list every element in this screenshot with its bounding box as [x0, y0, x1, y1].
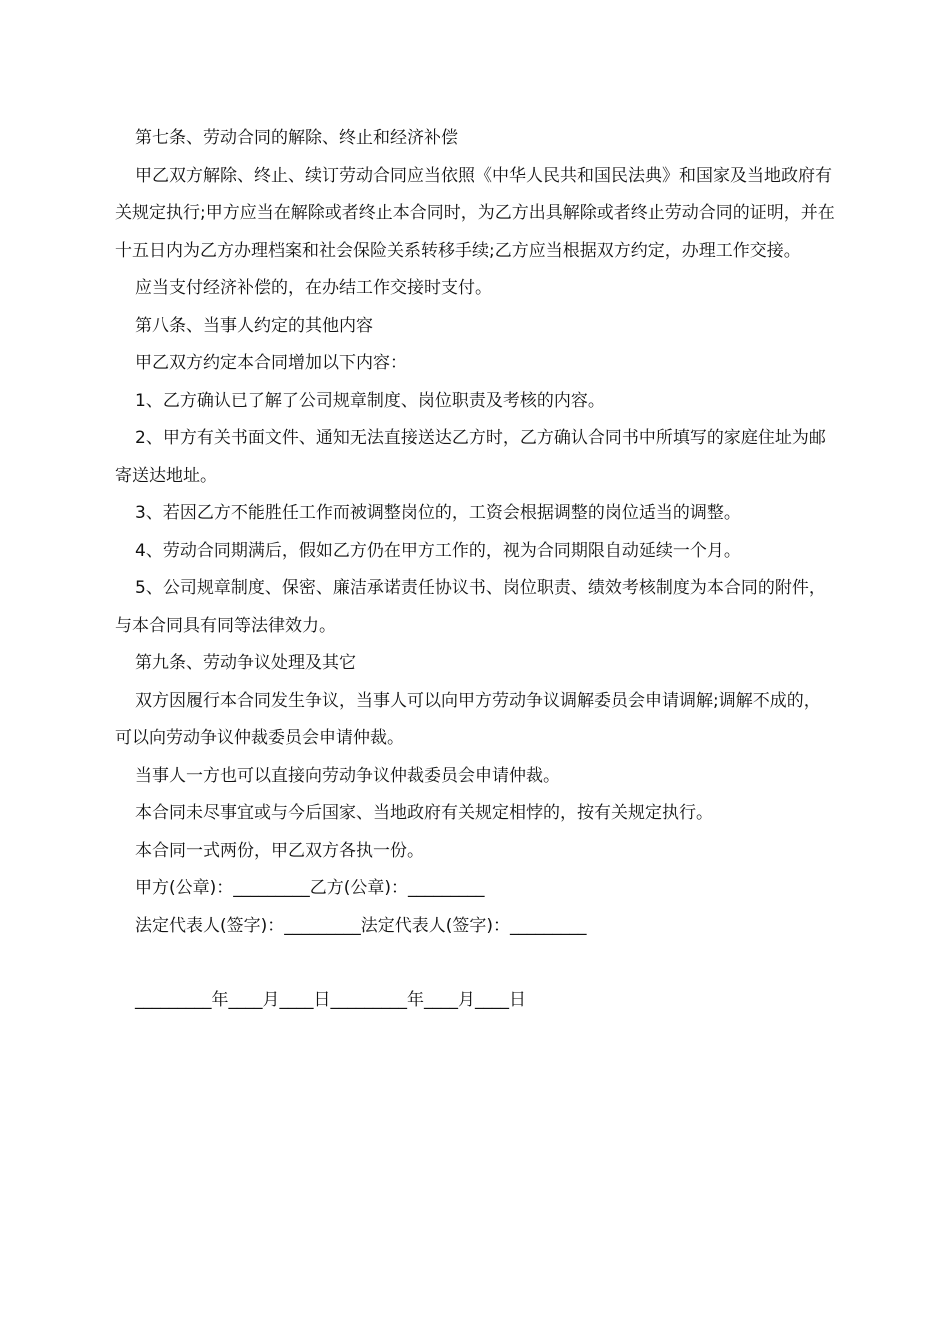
article-9-paragraph-1: 双方因履行本合同发生争议，当事人可以向甲方劳动争议调解委员会申请调解;调解不成的，可以向劳动争议仲裁委员会申请仲裁。	[115, 690, 821, 748]
document-body	[115, 120, 837, 1020]
representative-signature-line: 法定代表人(签字)：_________法定代表人(签字)：_________	[135, 915, 587, 936]
article-8-item-3: 3、若因乙方不能胜任工作而被调整岗位的，工资会根据调整的岗位适当的调整。	[135, 503, 741, 523]
article-9-paragraph-4: 本合同一式两份，甲乙双方各执一份。	[135, 840, 424, 861]
article-7-heading: 第七条、劳动合同的解除、终止和经济补偿	[135, 128, 458, 148]
article-8-item-4: 4、劳动合同期满后，假如乙方仍在甲方工作的，视为合同期限自动延续一个月。	[135, 540, 741, 561]
article-8-item-1: 1、乙方确认已了解了公司规章制度、岗位职责及考核的内容。	[135, 390, 605, 411]
article-8-item-5: 5、公司规章制度、保密、廉洁承诺责任协议书、岗位职责、绩效考核制度为本合同的附件，与本合同具有同等法律效力。	[115, 578, 826, 636]
article-9-paragraph-2: 当事人一方也可以直接向劳动争议仲裁委员会申请仲裁。	[135, 765, 560, 786]
article-8-intro: 甲乙双方约定本合同增加以下内容：	[135, 353, 407, 373]
signature-date-line: _________年____月____日_________年____月____日	[135, 990, 526, 1010]
article-7-paragraph-2: 应当支付经济补偿的，在办结工作交接时支付。	[135, 278, 492, 298]
article-8-heading: 第八条、当事人约定的其他内容	[135, 315, 373, 336]
article-8-item-2: 2、甲方有关书面文件、通知无法直接送达乙方时，乙方确认合同书中所填写的家庭住址为邮寄送达地址。	[115, 428, 826, 486]
article-7-paragraph-1: 甲乙双方解除、终止、续订劳动合同应当依照《中华人民共和国民法典》和国家及当地政府有关规定执行;甲方应当在解除或者终止本合同时，为乙方出具解除或者终止劳动合同的证明，并在十五日内为乙方办理档案和社会保险关系转移手续;乙方应当根据双方约定，办理工作交接。	[115, 165, 835, 261]
article-9-paragraph-3: 本合同未尽事宜或与今后国家、当地政府有关规定相悖的，按有关规定执行。	[135, 803, 713, 823]
seal-signature-line: 甲方(公章)：_________乙方(公章)：_________	[135, 878, 485, 898]
article-9-heading: 第九条、劳动争议处理及其它	[135, 653, 356, 673]
